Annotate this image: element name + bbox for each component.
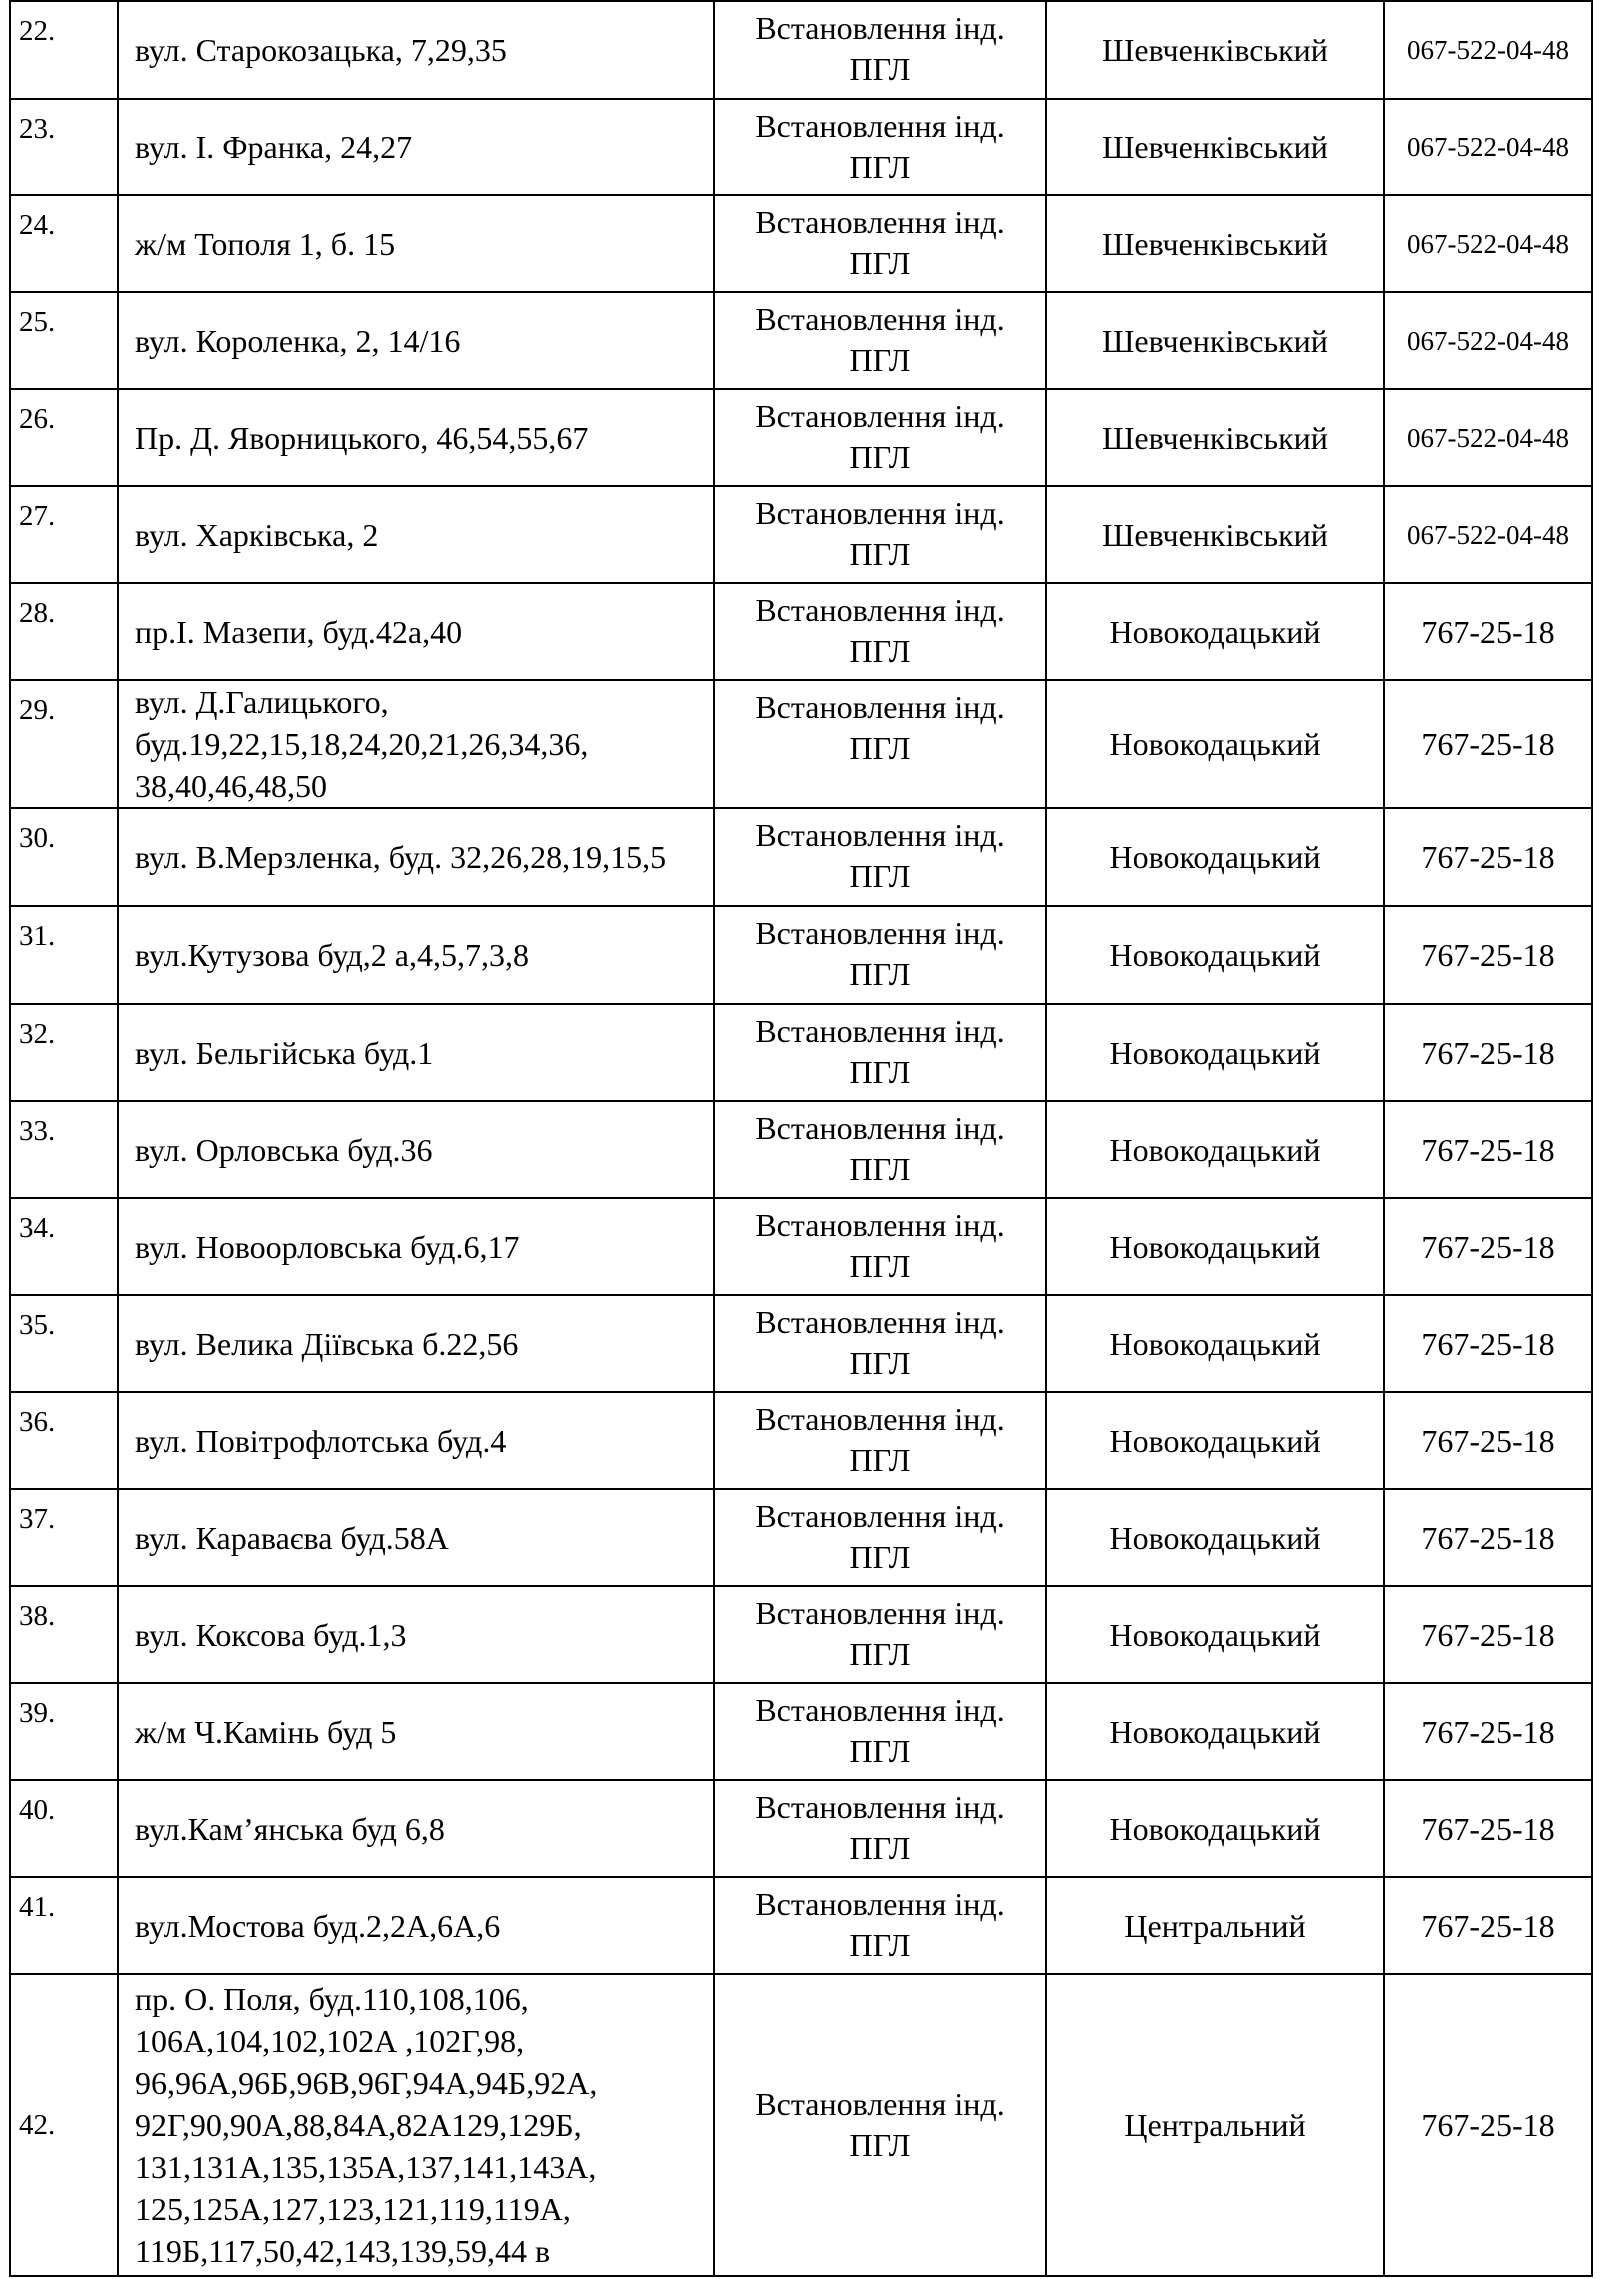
district-cell: Шевченківський [1046,389,1384,486]
address-cell: пр. О. Поля, буд.110,108,106, 106А,104,102,102А ,102Г,98, 96,96А,96Б,96В,96Г,94А,94Б,92А, 92Г,90,90А,88,84А,82А129,129Б, 131,131А,135,135А,137,141,143А, 125,125А,127,123,121,119,119А, 119Б,117,50,42,143,139,59,44 в [118,1974,714,2276]
work-type-cell [714,389,1046,486]
work-type-line2: ПГЛ [849,633,911,669]
phone-cell: 767-25-18 [1384,583,1592,680]
work-type-cell [714,1198,1046,1295]
district-cell: Новокодацький [1046,1004,1384,1101]
address-cell: вул.Кам’янська буд 6,8 [118,1780,714,1877]
district-cell: Новокодацький [1046,1780,1384,1877]
table-row [10,680,1592,808]
work-type-line1: Встановлення інд. [755,689,1005,725]
work-type-cell [714,1780,1046,1877]
row-number: 33. [10,1101,118,1198]
row-number: 39. [10,1683,118,1780]
phone-cell: 767-25-18 [1384,1489,1592,1586]
work-type-line1: Встановлення інд. [755,592,1005,628]
work-type-cell [714,1101,1046,1198]
phone-cell: 767-25-18 [1384,906,1592,1004]
address-cell: вул. Коксова буд.1,3 [118,1586,714,1683]
address-cell: ж/м Ч.Камінь буд 5 [118,1683,714,1780]
work-type-line1: Встановлення інд. [755,1110,1005,1146]
district-cell: Новокодацький [1046,906,1384,1004]
work-type-cell [714,1877,1046,1974]
work-type-line2: ПГЛ [849,536,911,572]
row-number: 24. [10,195,118,292]
district-cell: Центральний [1046,1877,1384,1974]
address-cell: вул. Велика Діївська б.22,56 [118,1295,714,1392]
table-row [10,583,1592,680]
address-cell: вул.Кутузова буд,2 а,4,5,7,3,8 [118,906,714,1004]
row-number: 30. [10,808,118,906]
work-type-line1: Встановлення інд. [755,2086,1005,2122]
work-type-cell [714,680,1046,808]
work-type-line1: Встановлення інд. [755,817,1005,853]
phone-cell: 767-25-18 [1384,1295,1592,1392]
address-cell: вул. Орловська буд.36 [118,1101,714,1198]
work-type-line1: Встановлення інд. [755,1013,1005,1049]
table-row [10,808,1592,906]
row-number: 34. [10,1198,118,1295]
district-cell: Новокодацький [1046,1683,1384,1780]
work-type-cell [714,1489,1046,1586]
address-cell: вул. Д.Галицького, буд.19,22,15,18,24,20,21,26,34,36, 38,40,46,48,50 [118,680,714,808]
work-type-line1: Встановлення інд. [755,204,1005,240]
work-type-line2: ПГЛ [849,2127,911,2163]
district-cell: Шевченківський [1046,292,1384,389]
address-cell: вул. Повітрофлотська буд.4 [118,1392,714,1489]
district-cell: Шевченківський [1046,486,1384,583]
table-row [10,1780,1592,1877]
phone-cell: 767-25-18 [1384,1392,1592,1489]
table-row [10,1489,1592,1586]
work-type-cell [714,583,1046,680]
work-type-line2: ПГЛ [849,1151,911,1187]
work-type-line2: ПГЛ [849,1539,911,1575]
row-number: 29. [10,680,118,808]
work-type-cell [714,195,1046,292]
address-cell: вул. Новоорловська буд.6,17 [118,1198,714,1295]
district-cell: Шевченківський [1046,1,1384,99]
table-row [10,486,1592,583]
phone-cell: 067-522-04-48 [1384,195,1592,292]
row-number: 36. [10,1392,118,1489]
row-number: 40. [10,1780,118,1877]
work-type-line1: Встановлення інд. [755,915,1005,951]
district-cell: Новокодацький [1046,1392,1384,1489]
work-type-line1: Встановлення інд. [755,1207,1005,1243]
row-number: 23. [10,99,118,195]
work-type-cell [714,99,1046,195]
work-type-line2: ПГЛ [849,1345,911,1381]
work-type-line2: ПГЛ [849,1442,911,1478]
table-row [10,99,1592,195]
phone-cell: 767-25-18 [1384,1586,1592,1683]
work-type-line2: ПГЛ [849,1927,911,1963]
work-type-cell [714,1,1046,99]
phone-cell: 767-25-18 [1384,1198,1592,1295]
gas-work-schedule-table [9,0,1593,2277]
row-number: 31. [10,906,118,1004]
row-number: 28. [10,583,118,680]
district-cell: Новокодацький [1046,1586,1384,1683]
work-type-line1: Встановлення інд. [755,1595,1005,1631]
phone-cell: 767-25-18 [1384,1683,1592,1780]
work-type-line2: ПГЛ [849,245,911,281]
table-row [10,1198,1592,1295]
district-cell: Шевченківський [1046,195,1384,292]
table-row [10,1,1592,99]
row-number: 26. [10,389,118,486]
phone-cell: 767-25-18 [1384,808,1592,906]
work-type-line2: ПГЛ [849,1830,911,1866]
work-type-line2: ПГЛ [849,1248,911,1284]
address-cell: вул. Старокозацька, 7,29,35 [118,1,714,99]
work-type-line1: Встановлення інд. [755,1886,1005,1922]
phone-cell: 767-25-18 [1384,1101,1592,1198]
table-row [10,389,1592,486]
row-number: 37. [10,1489,118,1586]
work-type-cell [714,1392,1046,1489]
district-cell: Шевченківський [1046,99,1384,195]
work-type-cell [714,1974,1046,2276]
work-type-line2: ПГЛ [849,1054,911,1090]
address-cell: вул. Короленка, 2, 14/16 [118,292,714,389]
table-row [10,1683,1592,1780]
table-row [10,292,1592,389]
work-type-cell [714,486,1046,583]
work-type-line1: Встановлення інд. [755,1789,1005,1825]
phone-cell: 067-522-04-48 [1384,1,1592,99]
district-cell: Новокодацький [1046,1198,1384,1295]
work-type-line2: ПГЛ [849,956,911,992]
row-number: 42. [10,1974,118,2276]
table-row [10,1877,1592,1974]
work-type-line2: ПГЛ [849,730,911,766]
address-cell: вул. Караваєва буд.58А [118,1489,714,1586]
address-cell: ж/м Тополя 1, б. 15 [118,195,714,292]
phone-cell: 067-522-04-48 [1384,389,1592,486]
phone-cell: 767-25-18 [1384,1780,1592,1877]
district-cell: Новокодацький [1046,680,1384,808]
table-row [10,1974,1592,2276]
row-number: 32. [10,1004,118,1101]
work-type-cell [714,1004,1046,1101]
row-number: 35. [10,1295,118,1392]
work-type-line2: ПГЛ [849,1636,911,1672]
work-type-line1: Встановлення інд. [755,1498,1005,1534]
phone-cell: 767-25-18 [1384,1877,1592,1974]
work-type-line2: ПГЛ [849,149,911,185]
work-type-line1: Встановлення інд. [755,108,1005,144]
work-type-line2: ПГЛ [849,439,911,475]
row-number: 41. [10,1877,118,1974]
work-type-line2: ПГЛ [849,342,911,378]
table-row [10,906,1592,1004]
phone-cell: 767-25-18 [1384,680,1592,808]
work-type-line2: ПГЛ [849,1733,911,1769]
table-row [10,1392,1592,1489]
work-type-cell [714,1295,1046,1392]
row-number: 38. [10,1586,118,1683]
address-cell: вул. Бельгійська буд.1 [118,1004,714,1101]
work-type-line1: Встановлення інд. [755,301,1005,337]
table-row [10,195,1592,292]
phone-cell: 067-522-04-48 [1384,486,1592,583]
work-type-cell [714,292,1046,389]
work-type-cell [714,808,1046,906]
work-type-line1: Встановлення інд. [755,398,1005,434]
table-row [10,1295,1592,1392]
phone-cell: 767-25-18 [1384,1004,1592,1101]
district-cell: Новокодацький [1046,1101,1384,1198]
work-type-line2: ПГЛ [849,858,911,894]
work-type-cell [714,1683,1046,1780]
address-cell: вул. Харківська, 2 [118,486,714,583]
table-row [10,1004,1592,1101]
table-row [10,1586,1592,1683]
district-cell: Новокодацький [1046,1489,1384,1586]
row-number: 25. [10,292,118,389]
work-type-line1: Встановлення інд. [755,495,1005,531]
work-type-line1: Встановлення інд. [755,1692,1005,1728]
phone-cell: 767-25-18 [1384,1974,1592,2276]
address-cell: вул.Мостова буд.2,2А,6А,6 [118,1877,714,1974]
district-cell: Новокодацький [1046,808,1384,906]
address-cell: пр.І. Мазепи, буд.42а,40 [118,583,714,680]
work-type-cell [714,906,1046,1004]
row-number: 27. [10,486,118,583]
district-cell: Центральний [1046,1974,1384,2276]
phone-cell: 067-522-04-48 [1384,292,1592,389]
row-number: 22. [10,1,118,99]
address-cell: вул. В.Мерзленка, буд. 32,26,28,19,15,5 [118,808,714,906]
address-cell: вул. І. Франка, 24,27 [118,99,714,195]
district-cell: Новокодацький [1046,1295,1384,1392]
work-type-line1: Встановлення інд. [755,10,1005,46]
district-cell: Новокодацький [1046,583,1384,680]
phone-cell: 067-522-04-48 [1384,99,1592,195]
work-type-line1: Встановлення інд. [755,1304,1005,1340]
work-type-line1: Встановлення інд. [755,1401,1005,1437]
work-type-cell [714,1586,1046,1683]
work-type-line2: ПГЛ [849,51,911,87]
address-cell: Пр. Д. Яворницького, 46,54,55,67 [118,389,714,486]
table-row [10,1101,1592,1198]
